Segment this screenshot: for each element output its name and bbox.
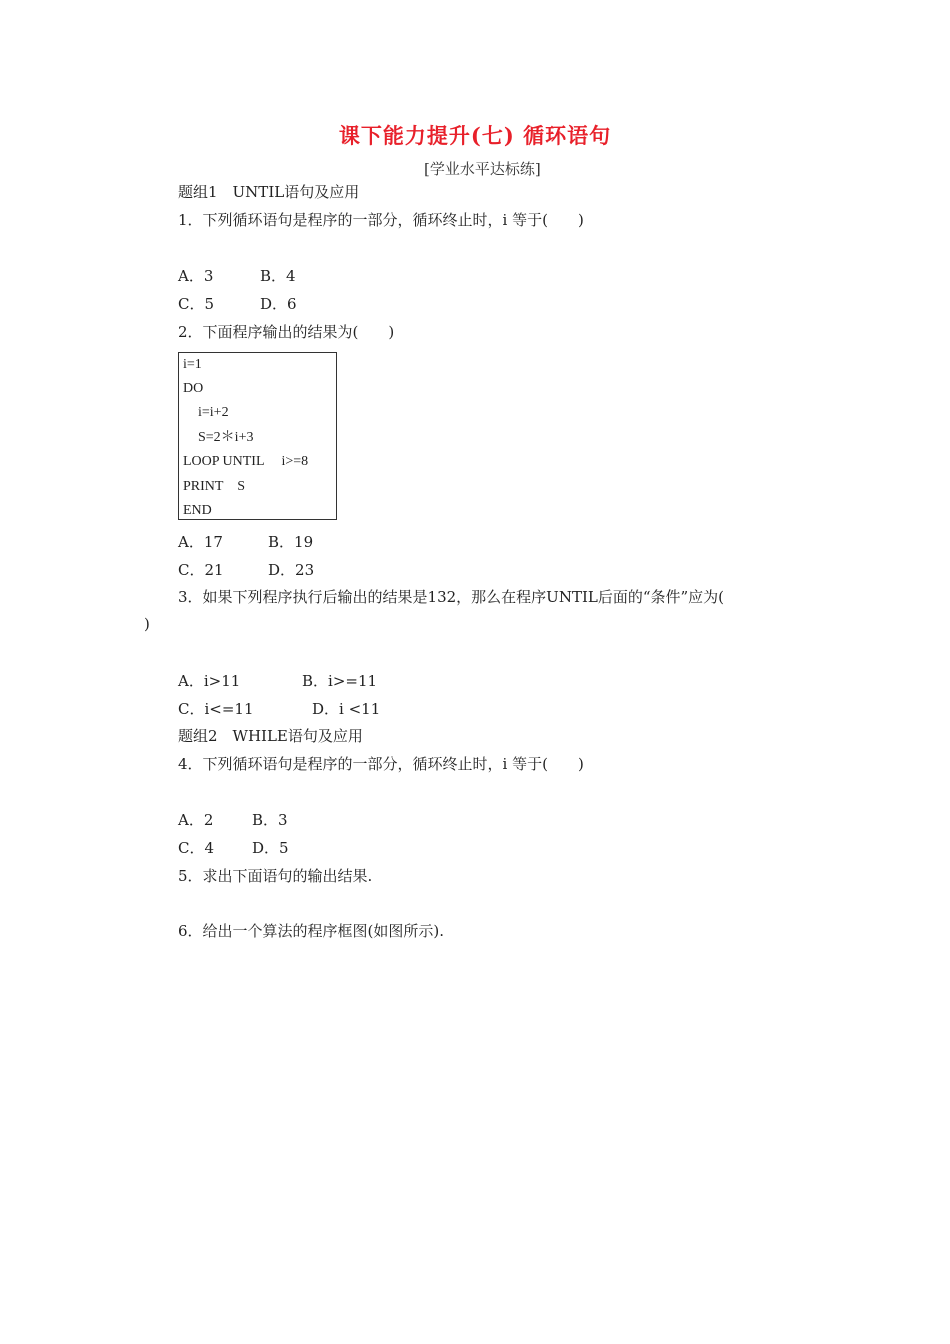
code-line: PRINT S xyxy=(183,479,245,494)
q3-stem-continued: ) xyxy=(144,615,150,633)
q5-stem: 5．求出下面语句的输出结果. xyxy=(178,867,373,885)
code-line: i=1 xyxy=(183,357,202,372)
q4-option-d: D．5 xyxy=(252,839,289,857)
q4-option-a: A．2 xyxy=(178,811,214,829)
section-subtitle: [学业水平达标练] xyxy=(424,160,541,178)
q4-option-c: C．4 xyxy=(178,839,215,857)
q1-option-d: D．6 xyxy=(260,295,297,313)
code-line: END xyxy=(183,503,212,518)
q2-code-box xyxy=(178,352,337,520)
q6-stem: 6．给出一个算法的程序框图(如图所示). xyxy=(178,922,445,940)
code-line: DO xyxy=(183,381,204,396)
q1-option-a: A．3 xyxy=(178,267,214,285)
q1-option-b: B．4 xyxy=(260,267,296,285)
q2-option-b: B．19 xyxy=(268,533,314,551)
q1-option-c: C．5 xyxy=(178,295,215,313)
q3-option-a: A．i>11 xyxy=(178,672,241,690)
q2-option-c: C．21 xyxy=(178,561,224,579)
q3-option-c: C．i<=11 xyxy=(178,700,254,718)
q3-option-d: D．i <11 xyxy=(312,700,381,718)
q2-option-d: D．23 xyxy=(268,561,315,579)
q3-option-b: B．i>=11 xyxy=(302,672,378,690)
code-line: S=2＊i+3 xyxy=(198,430,254,445)
code-line: i=i+2 xyxy=(198,405,229,420)
q3-stem: 3．如果下列程序执行后输出的结果是132，那么在程序UNTIL后面的“条件”应为( xyxy=(178,588,725,606)
group1-heading: 题组1 UNTIL语句及应用 xyxy=(178,183,360,201)
q4-option-b: B．3 xyxy=(252,811,288,829)
code-line: LOOP UNTIL i>=8 xyxy=(183,454,309,469)
q2-option-a: A．17 xyxy=(178,533,223,551)
q4-stem: 4．下列循环语句是程序的一部分，循环终止时，i 等于( ) xyxy=(178,755,584,773)
q1-stem: 1．下列循环语句是程序的一部分，循环终止时，i 等于( ) xyxy=(178,211,584,229)
page-title: 课下能力提升(七) 循环语句 xyxy=(338,123,612,148)
group2-heading: 题组2 WHILE语句及应用 xyxy=(178,727,363,745)
q2-stem: 2．下面程序输出的结果为( ) xyxy=(178,323,395,341)
